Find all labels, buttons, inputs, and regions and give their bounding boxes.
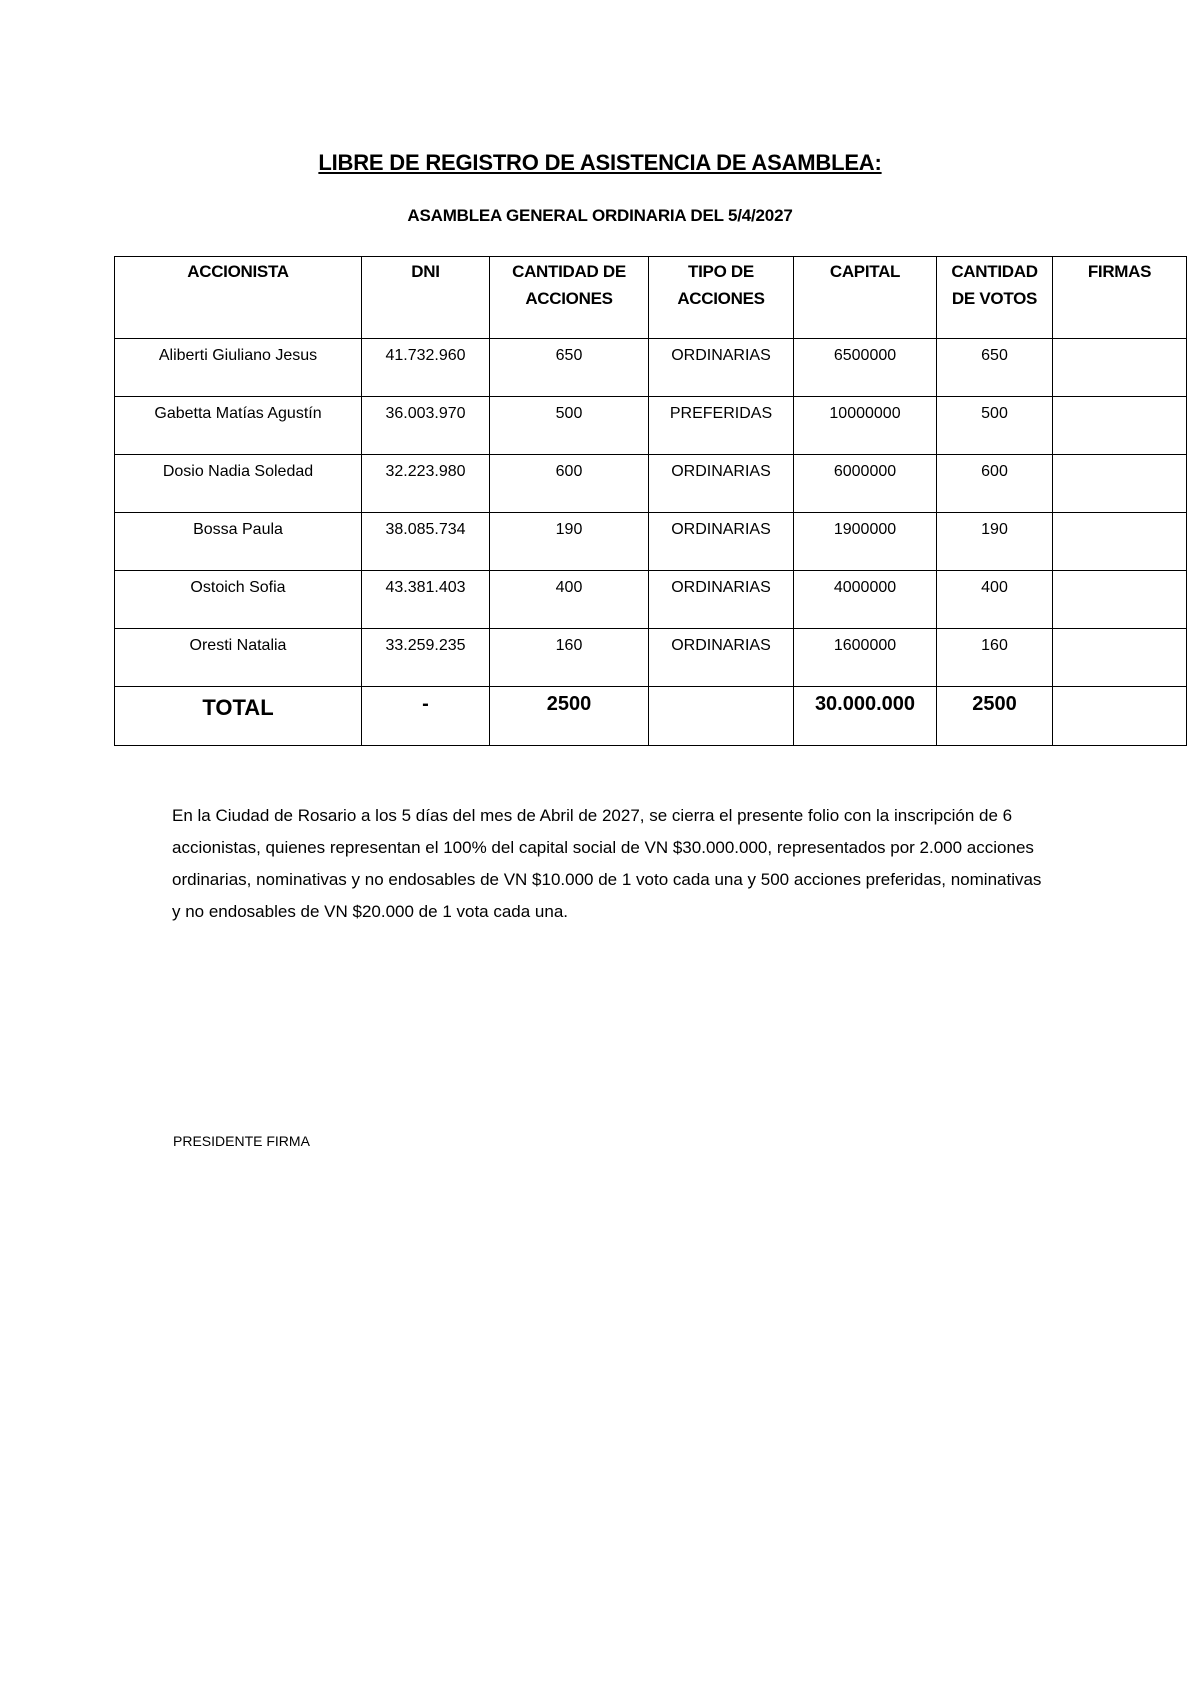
cell-tipo: ORDINARIAS	[649, 513, 794, 571]
header-cantidad-acciones: CANTIDAD DE ACCIONES	[490, 257, 649, 339]
cell-accionista: Aliberti Giuliano Jesus	[115, 339, 362, 397]
header-accionista: ACCIONISTA	[115, 257, 362, 339]
total-row	[115, 687, 1187, 746]
cell-capital: 1600000	[794, 629, 937, 687]
cell-votos: 160	[937, 629, 1053, 687]
table-row	[115, 571, 1187, 629]
cell-cantidad: 160	[490, 629, 649, 687]
cell-tipo: ORDINARIAS	[649, 571, 794, 629]
cell-tipo: PREFERIDAS	[649, 397, 794, 455]
table-row	[115, 397, 1187, 455]
total-dni: -	[362, 687, 490, 746]
header-tipo-acciones: TIPO DE ACCIONES	[649, 257, 794, 339]
closing-paragraph: En la Ciudad de Rosario a los 5 días del mes de Abril de 2027, se cierra el presente folio con la inscripción de 6 accionistas, quienes representan el 100% del capital social de VN $30.000.000, representados por 2.000 acciones ordinarias, nominativas y no endosables de VN $10.000 de 1 voto cada una y 500 acciones preferidas, nominativas y no endosables de VN $20.000 de 1 vota cada una.	[172, 806, 1042, 921]
cell-cantidad: 500	[490, 397, 649, 455]
cell-capital: 4000000	[794, 571, 937, 629]
page-subtitle: ASAMBLEA GENERAL ORDINARIA DEL 5/4/2027	[407, 206, 793, 225]
cell-dni: 33.259.235	[362, 629, 490, 687]
attendance-table	[114, 256, 1187, 746]
cell-firma	[1053, 455, 1187, 513]
cell-accionista: Bossa Paula	[115, 513, 362, 571]
total-tipo	[649, 687, 794, 746]
total-label: TOTAL	[115, 687, 362, 746]
table-row	[115, 629, 1187, 687]
cell-firma	[1053, 629, 1187, 687]
cell-cantidad: 190	[490, 513, 649, 571]
total-capital: 30.000.000	[794, 687, 937, 746]
header-cantidad-votos: CANTIDAD DE VOTOS	[937, 257, 1053, 339]
cell-dni: 32.223.980	[362, 455, 490, 513]
cell-accionista: Oresti Natalia	[115, 629, 362, 687]
cell-capital: 1900000	[794, 513, 937, 571]
cell-accionista: Ostoich Sofia	[115, 571, 362, 629]
table-header-row	[115, 257, 1187, 339]
cell-firma	[1053, 397, 1187, 455]
cell-tipo: ORDINARIAS	[649, 455, 794, 513]
header-capital: CAPITAL	[794, 257, 937, 339]
cell-accionista: Gabetta Matías Agustín	[115, 397, 362, 455]
cell-votos: 500	[937, 397, 1053, 455]
cell-tipo: ORDINARIAS	[649, 629, 794, 687]
cell-cantidad: 650	[490, 339, 649, 397]
cell-votos: 600	[937, 455, 1053, 513]
cell-dni: 36.003.970	[362, 397, 490, 455]
cell-votos: 650	[937, 339, 1053, 397]
cell-firma	[1053, 571, 1187, 629]
president-signature-label: PRESIDENTE FIRMA	[173, 1133, 310, 1149]
cell-capital: 10000000	[794, 397, 937, 455]
cell-dni: 41.732.960	[362, 339, 490, 397]
cell-cantidad: 600	[490, 455, 649, 513]
cell-votos: 400	[937, 571, 1053, 629]
table-row	[115, 513, 1187, 571]
cell-capital: 6500000	[794, 339, 937, 397]
total-votos: 2500	[937, 687, 1053, 746]
header-firmas: FIRMAS	[1053, 257, 1187, 339]
header-dni: DNI	[362, 257, 490, 339]
cell-votos: 190	[937, 513, 1053, 571]
cell-tipo: ORDINARIAS	[649, 339, 794, 397]
page-title: LIBRE DE REGISTRO DE ASISTENCIA DE ASAMBLEA:	[318, 150, 882, 175]
cell-accionista: Dosio Nadia Soledad	[115, 455, 362, 513]
total-cantidad: 2500	[490, 687, 649, 746]
cell-dni: 38.085.734	[362, 513, 490, 571]
cell-capital: 6000000	[794, 455, 937, 513]
cell-firma	[1053, 513, 1187, 571]
table-row	[115, 455, 1187, 513]
cell-dni: 43.381.403	[362, 571, 490, 629]
cell-cantidad: 400	[490, 571, 649, 629]
cell-firma	[1053, 339, 1187, 397]
total-firma	[1053, 687, 1187, 746]
table-row	[115, 339, 1187, 397]
